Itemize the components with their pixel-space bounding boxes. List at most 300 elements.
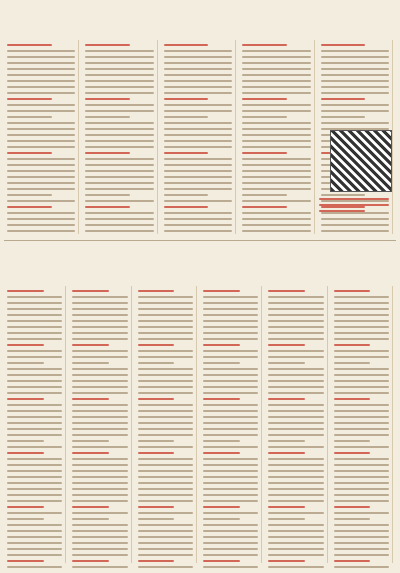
text-line (242, 128, 310, 130)
text-line (85, 44, 130, 46)
text-line (138, 488, 193, 490)
text-line (334, 530, 389, 532)
text-line (85, 230, 153, 232)
text-line (72, 344, 109, 346)
text-line (334, 428, 389, 430)
text-line (203, 290, 240, 292)
text-line (334, 386, 389, 388)
text-line (164, 194, 209, 196)
text-line (334, 344, 371, 346)
text-line (242, 188, 310, 190)
text-line (72, 476, 127, 478)
text-line (7, 74, 75, 76)
text-line (203, 302, 258, 304)
text-line (203, 308, 258, 310)
text-line (7, 326, 62, 328)
text-line (72, 302, 127, 304)
text-line (72, 326, 127, 328)
text-line (7, 518, 44, 520)
text-line (203, 296, 258, 298)
text-line (85, 152, 130, 154)
text-line (85, 74, 153, 76)
text-line (72, 434, 127, 436)
text-line (321, 50, 389, 52)
text-line (268, 350, 323, 352)
text-line (138, 506, 175, 508)
text-line (7, 542, 62, 544)
text-line (7, 188, 75, 190)
text-line (268, 566, 323, 568)
text-line (7, 410, 62, 412)
text-line (242, 110, 310, 112)
text-line (334, 392, 389, 394)
text-line (242, 170, 310, 172)
text-line (7, 566, 62, 568)
text-line (85, 98, 130, 100)
text-line (85, 116, 130, 118)
text-line (7, 452, 44, 454)
text-column (200, 286, 262, 563)
text-line (7, 50, 75, 52)
text-column (265, 286, 327, 563)
text-line (7, 368, 62, 370)
text-line (268, 512, 323, 514)
text-line (164, 86, 232, 88)
text-line (334, 320, 389, 322)
text-line (268, 500, 323, 502)
text-line (72, 500, 127, 502)
text-line (242, 230, 310, 232)
text-line (138, 512, 193, 514)
text-line (334, 302, 389, 304)
qr-code-icon (330, 130, 392, 192)
text-line (85, 56, 153, 58)
text-line (242, 62, 310, 64)
text-line (164, 212, 232, 214)
text-line (138, 302, 193, 304)
text-line (7, 320, 62, 322)
text-line (203, 446, 258, 448)
text-line (268, 482, 323, 484)
text-line (7, 524, 62, 526)
text-line (72, 536, 127, 538)
text-line (164, 206, 209, 208)
text-line (85, 182, 153, 184)
text-line (72, 416, 127, 418)
text-line (72, 494, 127, 496)
text-line (242, 92, 310, 94)
text-line (268, 296, 323, 298)
text-line (268, 380, 323, 382)
text-line (334, 452, 371, 454)
text-line (242, 98, 287, 100)
text-line (164, 152, 209, 154)
text-line (334, 518, 371, 520)
text-line (268, 302, 323, 304)
text-line (321, 98, 366, 100)
text-line (203, 392, 258, 394)
text-line (242, 146, 310, 148)
text-line (72, 488, 127, 490)
text-line (203, 434, 258, 436)
text-line (72, 410, 127, 412)
text-line (7, 140, 75, 142)
text-line (7, 506, 44, 508)
text-line (268, 320, 323, 322)
text-line (203, 374, 258, 376)
text-line (203, 404, 258, 406)
text-line (203, 482, 258, 484)
text-line (268, 404, 323, 406)
text-line (138, 458, 193, 460)
text-line (7, 470, 62, 472)
text-line (164, 134, 232, 136)
text-column (161, 40, 236, 234)
text-line (138, 410, 193, 412)
text-line (164, 56, 232, 58)
text-line (334, 554, 389, 556)
text-line (203, 416, 258, 418)
text-line (242, 74, 310, 76)
text-line (138, 416, 193, 418)
text-line (138, 470, 193, 472)
text-line (268, 290, 305, 292)
text-line (138, 542, 193, 544)
text-line (242, 122, 310, 124)
text-line (138, 308, 193, 310)
text-line (138, 530, 193, 532)
text-line (334, 506, 371, 508)
text-line (138, 566, 193, 568)
text-line (7, 392, 62, 394)
text-line (203, 320, 258, 322)
text-line (7, 104, 75, 106)
text-line (203, 542, 258, 544)
text-line (334, 290, 371, 292)
text-line (72, 338, 127, 340)
text-line (138, 398, 175, 400)
text-line (138, 560, 175, 562)
text-line (334, 410, 389, 412)
text-line (242, 152, 287, 154)
text-line (268, 410, 323, 412)
text-line (138, 554, 193, 556)
text-line (242, 194, 287, 196)
text-line (7, 308, 62, 310)
text-line (138, 290, 175, 292)
text-line (7, 56, 75, 58)
text-column (239, 40, 314, 234)
text-line (7, 302, 62, 304)
text-line (268, 332, 323, 334)
text-line (7, 62, 75, 64)
text-line (138, 350, 193, 352)
text-line (72, 332, 127, 334)
text-line (72, 362, 109, 364)
text-line (7, 350, 62, 352)
text-line (203, 536, 258, 538)
text-line (7, 458, 62, 460)
text-line (203, 356, 258, 358)
text-line (268, 548, 323, 550)
text-line (7, 356, 62, 358)
text-line (7, 230, 75, 232)
text-line (164, 74, 232, 76)
text-line (203, 506, 240, 508)
text-line (334, 488, 389, 490)
text-line (164, 80, 232, 82)
regulation-body (4, 286, 396, 569)
text-line (268, 506, 305, 508)
text-line (321, 62, 389, 64)
text-line (203, 332, 258, 334)
text-line (85, 62, 153, 64)
text-line (138, 452, 175, 454)
text-line (138, 332, 193, 334)
text-line (138, 386, 193, 388)
text-line (334, 314, 389, 316)
text-line (7, 152, 52, 154)
text-line (138, 500, 193, 502)
text-line (7, 332, 62, 334)
text-line (72, 458, 127, 460)
text-line (7, 146, 75, 148)
text-line (203, 548, 258, 550)
text-line (242, 206, 287, 208)
text-line (7, 404, 62, 406)
text-line (203, 380, 258, 382)
text-line (72, 560, 109, 562)
text-line (242, 68, 310, 70)
text-line (138, 320, 193, 322)
text-line (138, 374, 193, 376)
text-line (72, 554, 127, 556)
text-line (138, 368, 193, 370)
text-line (7, 344, 44, 346)
text-line (85, 140, 153, 142)
text-line (268, 326, 323, 328)
text-line (164, 50, 232, 52)
text-line (334, 500, 389, 502)
text-line (138, 518, 175, 520)
text-column (4, 40, 79, 234)
text-line (268, 524, 323, 526)
text-line (7, 548, 62, 550)
text-line (334, 332, 389, 334)
text-line (138, 482, 193, 484)
signature-block (316, 194, 392, 228)
text-line (321, 74, 389, 76)
text-line (164, 146, 232, 148)
text-line (72, 470, 127, 472)
text-line (321, 44, 366, 46)
text-line (203, 566, 258, 568)
text-line (334, 380, 389, 382)
text-line (321, 86, 389, 88)
text-line (164, 218, 232, 220)
text-line (85, 218, 153, 220)
text-line (334, 446, 389, 448)
text-line (164, 230, 232, 232)
text-line (268, 446, 323, 448)
text-line (242, 182, 310, 184)
text-line (268, 428, 323, 430)
text-line (138, 338, 193, 340)
text-line (203, 530, 258, 532)
text-column (331, 286, 393, 563)
text-line (138, 326, 193, 328)
text-line (268, 392, 323, 394)
text-line (164, 224, 232, 226)
text-line (7, 500, 62, 502)
text-line (7, 86, 75, 88)
text-line (85, 122, 153, 124)
text-line (268, 416, 323, 418)
text-line (321, 92, 389, 94)
text-line (268, 554, 323, 556)
text-line (334, 560, 371, 562)
text-line (203, 518, 240, 520)
text-line (72, 386, 127, 388)
text-line (7, 218, 75, 220)
text-line (268, 542, 323, 544)
text-line (7, 362, 44, 364)
text-line (203, 440, 240, 442)
text-line (72, 314, 127, 316)
text-line (164, 176, 232, 178)
text-line (7, 224, 75, 226)
text-line (242, 44, 287, 46)
text-line (321, 68, 389, 70)
text-line (268, 386, 323, 388)
text-line (7, 290, 44, 292)
text-line (203, 362, 240, 364)
text-line (321, 104, 389, 106)
text-line (268, 314, 323, 316)
text-line (72, 308, 127, 310)
text-line (164, 164, 232, 166)
text-line (242, 176, 310, 178)
text-line (268, 356, 323, 358)
text-line (72, 482, 127, 484)
text-line (242, 158, 310, 160)
text-line (138, 380, 193, 382)
text-line (334, 470, 389, 472)
text-line (72, 290, 109, 292)
text-line (203, 338, 258, 340)
text-line (242, 134, 310, 136)
text-line (7, 554, 62, 556)
text-line (334, 356, 389, 358)
text-line (7, 386, 62, 388)
text-line (164, 104, 232, 106)
text-line (203, 470, 258, 472)
text-line (203, 488, 258, 490)
text-line (203, 452, 240, 454)
text-line (268, 440, 305, 442)
text-line (72, 566, 127, 568)
text-line (85, 92, 153, 94)
text-line (85, 212, 153, 214)
text-line (268, 368, 323, 370)
text-line (164, 128, 232, 130)
text-line (334, 374, 389, 376)
text-line (7, 476, 62, 478)
text-line (7, 212, 75, 214)
text-line (203, 410, 258, 412)
text-line (203, 476, 258, 478)
text-line (85, 68, 153, 70)
text-line (85, 86, 153, 88)
text-line (72, 374, 127, 376)
text-line (7, 560, 44, 562)
text-line (85, 158, 153, 160)
text-line (7, 116, 52, 118)
headline (4, 4, 396, 38)
text-line (7, 206, 52, 208)
text-line (7, 158, 75, 160)
text-line (72, 368, 127, 370)
text-line (85, 176, 153, 178)
text-line (203, 512, 258, 514)
text-line (72, 548, 127, 550)
text-line (138, 344, 175, 346)
text-line (334, 434, 389, 436)
text-line (203, 398, 240, 400)
text-line (164, 122, 232, 124)
text-line (203, 368, 258, 370)
text-line (72, 350, 127, 352)
text-line (7, 314, 62, 316)
text-line (268, 536, 323, 538)
text-line (72, 380, 127, 382)
text-line (242, 80, 310, 82)
text-line (7, 428, 62, 430)
text-line (7, 182, 75, 184)
text-line (7, 296, 62, 298)
text-line (72, 542, 127, 544)
text-line (72, 446, 127, 448)
text-line (138, 536, 193, 538)
text-line (7, 68, 75, 70)
text-line (138, 464, 193, 466)
text-line (7, 80, 75, 82)
text-line (242, 56, 310, 58)
text-line (334, 350, 389, 352)
text-line (164, 116, 209, 118)
text-line (164, 92, 232, 94)
text-line (203, 386, 258, 388)
text-line (164, 44, 209, 46)
text-line (242, 218, 310, 220)
text-line (268, 518, 305, 520)
text-line (7, 512, 62, 514)
text-line (85, 164, 153, 166)
text-line (7, 422, 62, 424)
text-line (242, 104, 310, 106)
text-line (321, 56, 389, 58)
text-line (138, 446, 193, 448)
text-line (164, 140, 232, 142)
text-line (203, 326, 258, 328)
text-column (69, 286, 131, 563)
text-line (138, 476, 193, 478)
text-line (268, 434, 323, 436)
text-line (334, 476, 389, 478)
text-line (85, 104, 153, 106)
text-line (242, 164, 310, 166)
text-line (138, 404, 193, 406)
